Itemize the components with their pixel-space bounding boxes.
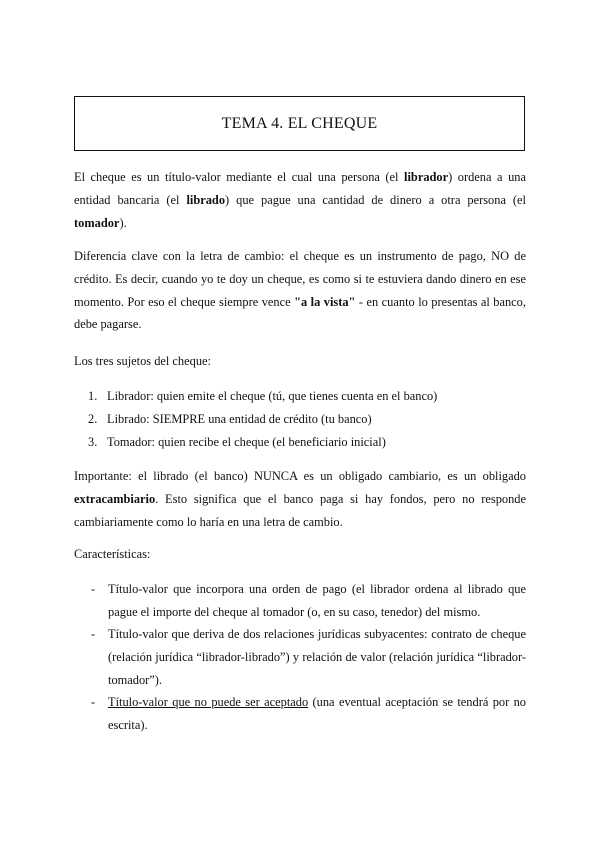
list-number: 1. [88,389,98,403]
intro-text-2: ) ordena a una entidad bancaria (el [74,170,526,207]
difference-text-2: - en cuanto lo presentas al banco, debe pagarse. [74,294,526,332]
intro-text-4: ). [119,215,127,230]
difference-paragraph [74,245,526,336]
feature-item-3-rest: (una eventual aceptación se tendrá por no escrita). [108,695,527,732]
title-box [74,96,525,151]
features-heading: Características: [74,547,151,561]
feature-item-1: Título-valor que incorpora una orden de pago (el librador ordena al librado que pague el importe del cheque al tomador (o, en su caso, tenedor) del mismo. [108,582,526,619]
bullet-dash: - [91,582,96,596]
feature-item-3-underlined: Título-valor que no puede ser aceptado [108,695,309,709]
list-item: Tomador: quien recibe el cheque (el beneficiario inicial) [107,435,386,449]
list-item: Librador: quien emite el cheque (tú, que tienes cuenta en el banco) [107,389,438,403]
list-item: Librado: SIEMPRE una entidad de crédito (tu banco) [107,412,372,426]
term-librador: librador [404,170,449,184]
list-number: 2. [88,412,98,426]
bullet-dash: - [91,627,96,641]
intro-text-1: El cheque es un título-valor mediante el cual una persona (el [74,170,405,184]
term-tomador: tomador [74,215,120,230]
term-a-la-vista: "a la vista" [294,294,356,309]
term-extracambiario: extracambiario [74,491,156,506]
feature-item-3 [108,691,526,737]
feature-item-2: Título-valor que deriva de dos relaciones jurídicas subyacentes: contrato de cheque (relación jurídica “librador-librado”) y relación de valor (relación jurídica “librador-tomador”). [108,627,526,687]
list-number: 3. [88,435,98,449]
term-librado: librado [186,192,226,207]
important-paragraph [74,465,526,533]
important-text-1: Importante: el librado (el banco) NUNCA es un obligado cambiario, es un obligado [74,469,526,483]
subjects-heading: Los tres sujetos del cheque: [74,354,211,368]
intro-text-3: ) que pague una cantidad de dinero a otra persona (el [225,192,527,207]
page-title: TEMA 4. EL CHEQUE [221,114,378,132]
intro-paragraph [74,166,526,234]
difference-text-1: Diferencia clave con la letra de cambio: el cheque es un instrumento de pago, NO de crédito. Es decir, cuando yo te doy un cheque, es como si te estuviera dando dinero en ese momento. Por eso el cheque siempre vence [74,249,526,309]
bullet-dash: - [91,695,96,709]
important-text-2: . Esto significa que el banco paga si hay fondos, pero no responde cambiariamente como lo haría en una letra de cambio. [74,491,526,529]
